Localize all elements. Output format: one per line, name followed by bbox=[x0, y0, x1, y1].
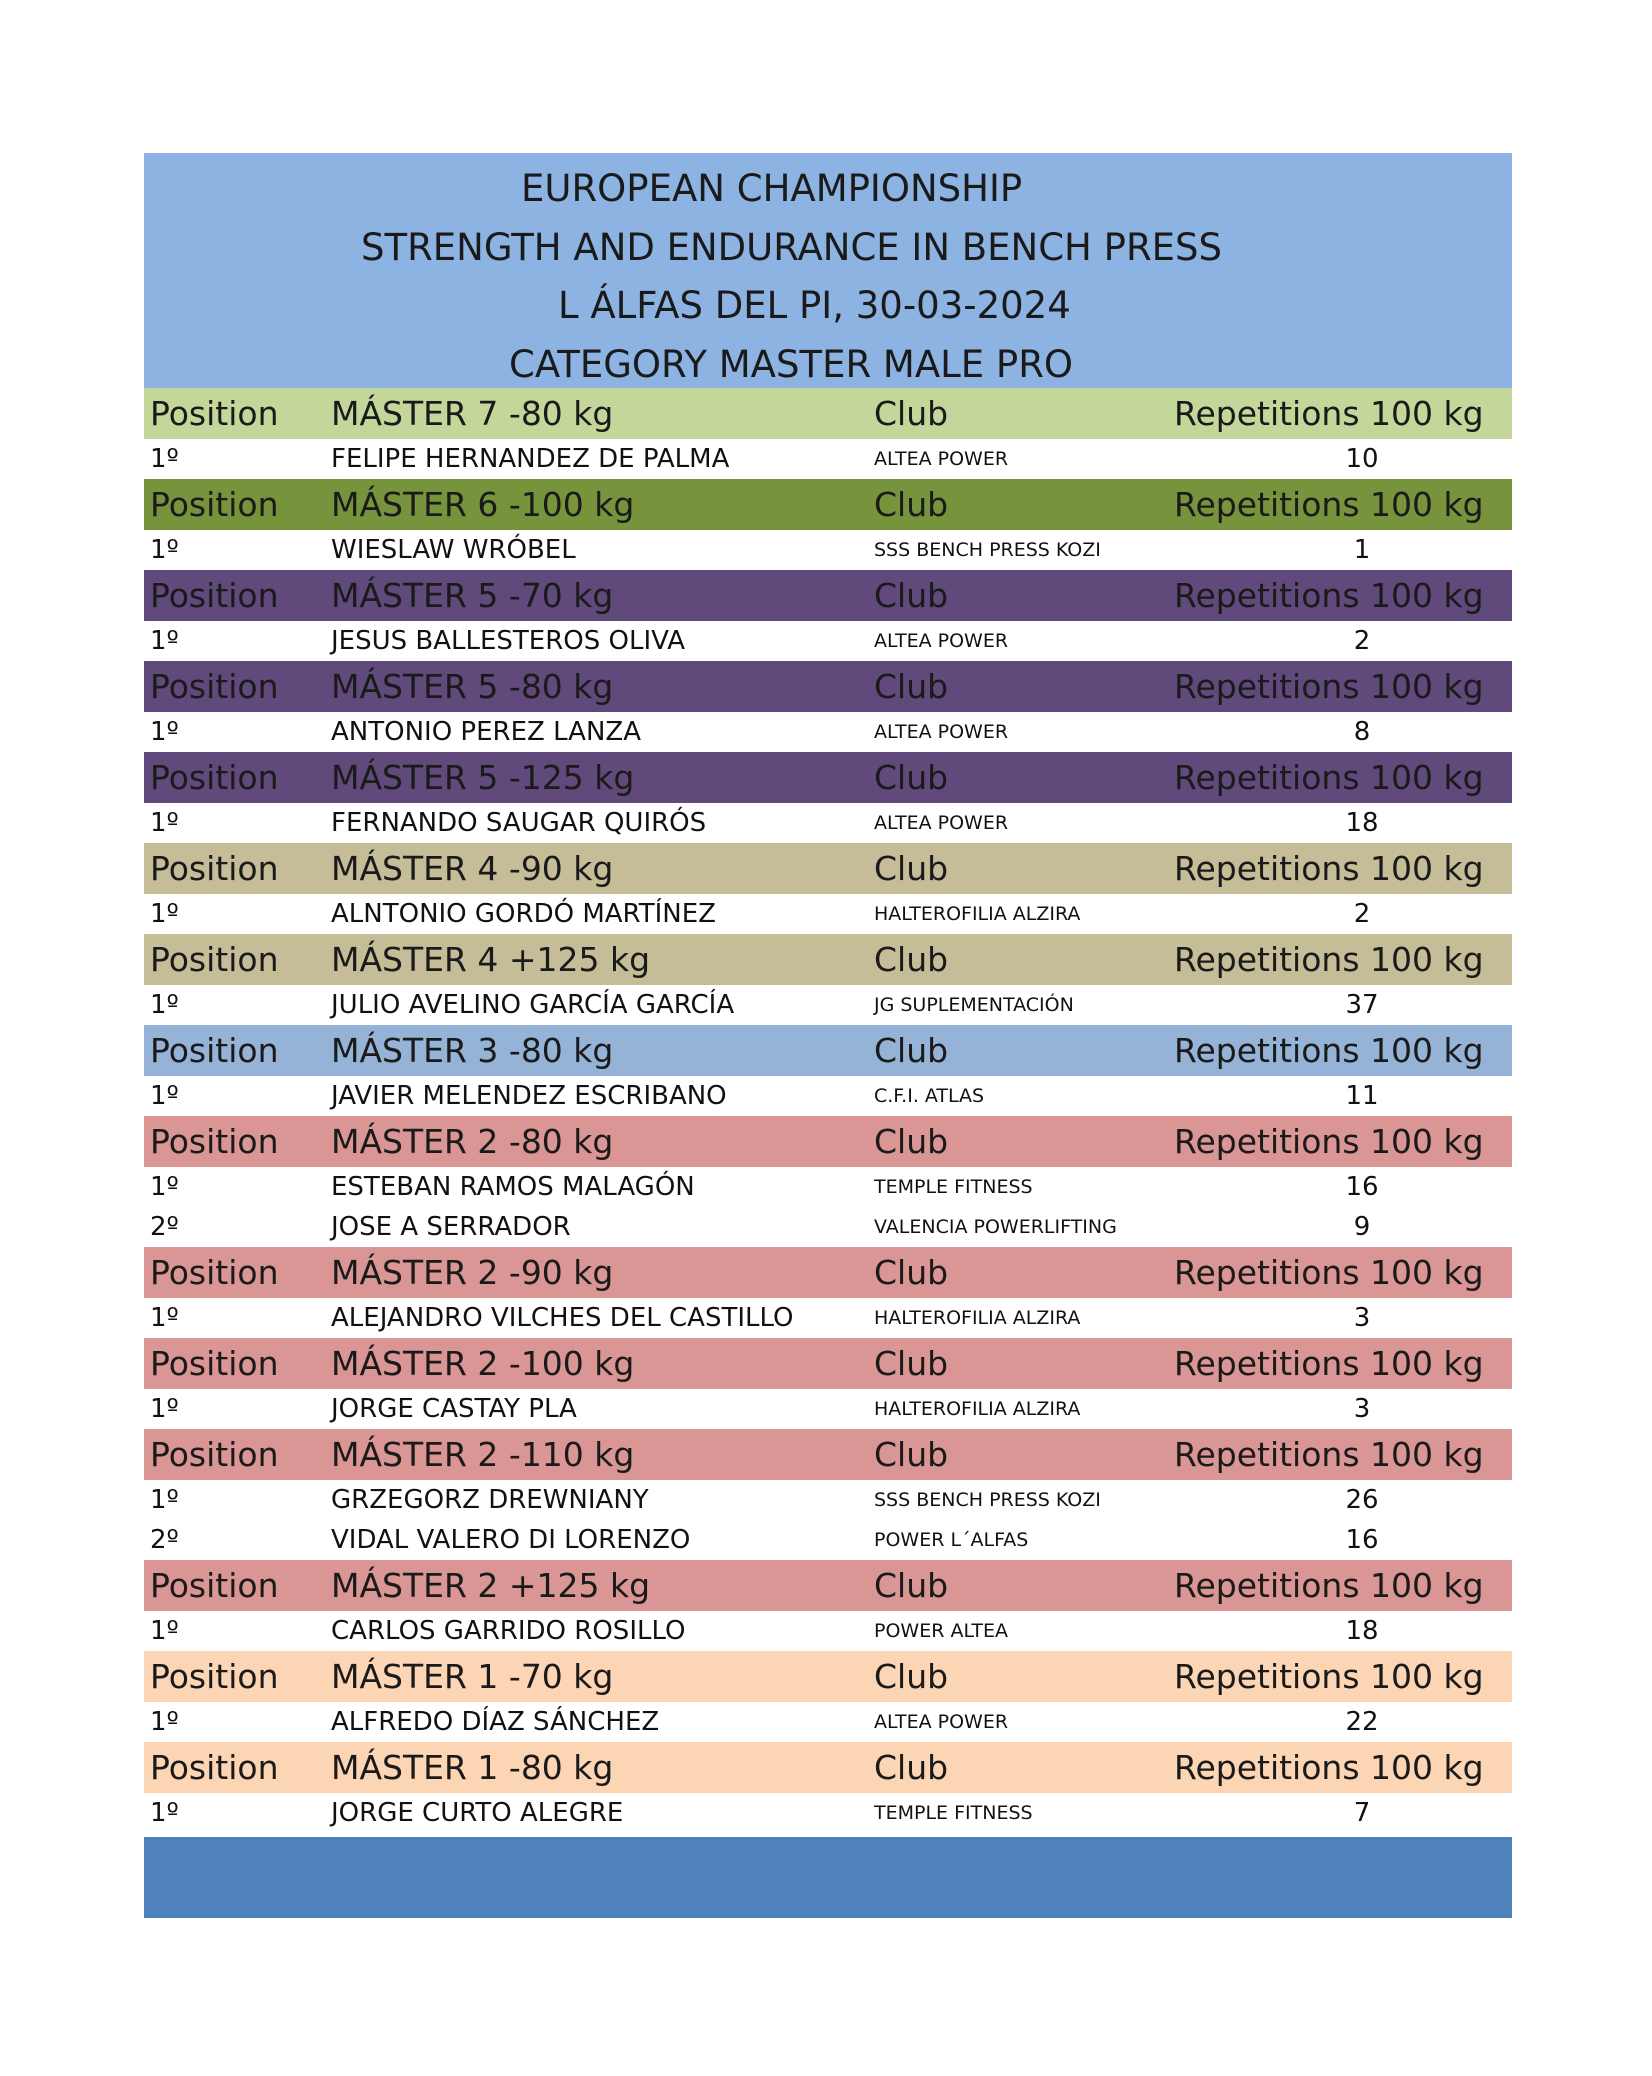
repetitions-value: 3 bbox=[1353, 1394, 1371, 1424]
athlete-name: ALFREDO DÍAZ SÁNCHEZ bbox=[331, 1707, 660, 1737]
club-name: ALTEA POWER bbox=[874, 448, 1009, 470]
club-name: ALTEA POWER bbox=[874, 630, 1009, 652]
athlete-name: CARLOS GARRIDO ROSILLO bbox=[331, 1616, 686, 1646]
repetitions-value: 2 bbox=[1353, 626, 1371, 656]
athlete-name: FELIPE HERNANDEZ DE PALMA bbox=[331, 444, 730, 474]
club-name: SSS BENCH PRESS KOZI bbox=[874, 1489, 1101, 1511]
event-location-date: L ÁLFAS DEL PI, 30-03-2024 bbox=[558, 284, 1071, 327]
club-column-header: Club bbox=[874, 1344, 949, 1383]
title-block bbox=[144, 153, 1512, 388]
athlete-name: ANTONIO PEREZ LANZA bbox=[331, 717, 642, 747]
category-header bbox=[144, 1742, 1512, 1793]
club-column-header: Club bbox=[874, 1748, 949, 1787]
repetitions-value: 18 bbox=[1345, 1616, 1379, 1646]
result-row bbox=[144, 1167, 1512, 1207]
position-column-header: Position bbox=[150, 1657, 279, 1696]
category-name: MÁSTER 4 +125 kg bbox=[331, 940, 651, 979]
place: 1º bbox=[150, 626, 179, 656]
athlete-name: JORGE CURTO ALEGRE bbox=[331, 1798, 624, 1828]
result-row bbox=[144, 1702, 1512, 1742]
club-name: HALTEROFILIA ALZIRA bbox=[874, 1398, 1081, 1420]
result-row bbox=[144, 1480, 1512, 1520]
category-name: MÁSTER 6 -100 kg bbox=[331, 485, 635, 524]
category-header bbox=[144, 1338, 1512, 1389]
athlete-name: ESTEBAN RAMOS MALAGÓN bbox=[331, 1172, 695, 1202]
position-column-header: Position bbox=[150, 849, 279, 888]
result-row bbox=[144, 985, 1512, 1025]
club-column-header: Club bbox=[874, 849, 949, 888]
place: 1º bbox=[150, 1616, 179, 1646]
repetitions-value: 7 bbox=[1353, 1798, 1371, 1828]
repetitions-column-header: Repetitions 100 kg bbox=[1174, 1748, 1484, 1787]
club-name: VALENCIA POWERLIFTING bbox=[874, 1216, 1117, 1238]
athlete-name: JULIO AVELINO GARCÍA GARCÍA bbox=[331, 990, 735, 1020]
club-name: C.F.I. ATLAS bbox=[874, 1085, 985, 1107]
club-name: HALTEROFILIA ALZIRA bbox=[874, 903, 1081, 925]
repetitions-value: 18 bbox=[1345, 808, 1379, 838]
category-name: MÁSTER 4 -90 kg bbox=[331, 849, 614, 888]
category-name: MÁSTER 5 -80 kg bbox=[331, 667, 614, 706]
repetitions-column-header: Repetitions 100 kg bbox=[1174, 849, 1484, 888]
repetitions-column-header: Repetitions 100 kg bbox=[1174, 485, 1484, 524]
place: 1º bbox=[150, 717, 179, 747]
position-column-header: Position bbox=[150, 1344, 279, 1383]
category-name: MÁSTER 1 -80 kg bbox=[331, 1748, 614, 1787]
club-column-header: Club bbox=[874, 758, 949, 797]
athlete-name: JESUS BALLESTEROS OLIVA bbox=[331, 626, 686, 656]
result-row bbox=[144, 1389, 1512, 1429]
club-column-header: Club bbox=[874, 1122, 949, 1161]
repetitions-value: 10 bbox=[1345, 444, 1379, 474]
place: 1º bbox=[150, 808, 179, 838]
place: 1º bbox=[150, 1798, 179, 1828]
athlete-name: VIDAL VALERO DI LORENZO bbox=[331, 1525, 691, 1555]
repetitions-value: 22 bbox=[1345, 1707, 1379, 1737]
event-subtitle: STRENGTH AND ENDURANCE IN BENCH PRESS bbox=[361, 225, 1223, 269]
result-row bbox=[144, 530, 1512, 570]
position-column-header: Position bbox=[150, 758, 279, 797]
repetitions-value: 9 bbox=[1353, 1212, 1371, 1242]
repetitions-value: 26 bbox=[1345, 1485, 1379, 1515]
place: 1º bbox=[150, 1394, 179, 1424]
repetitions-column-header: Repetitions 100 kg bbox=[1174, 1435, 1484, 1474]
category-header bbox=[144, 1651, 1512, 1702]
repetitions-value: 3 bbox=[1353, 1303, 1371, 1333]
place: 1º bbox=[150, 1303, 179, 1333]
place: 1º bbox=[150, 1707, 179, 1737]
club-name: SSS BENCH PRESS KOZI bbox=[874, 539, 1101, 561]
club-column-header: Club bbox=[874, 394, 949, 433]
club-name: TEMPLE FITNESS bbox=[874, 1802, 1033, 1824]
position-column-header: Position bbox=[150, 1031, 279, 1070]
category-header bbox=[144, 1025, 1512, 1076]
category-name: MÁSTER 5 -70 kg bbox=[331, 576, 614, 615]
club-name: POWER ALTEA bbox=[874, 1620, 1009, 1642]
position-column-header: Position bbox=[150, 576, 279, 615]
athlete-name: ALEJANDRO VILCHES DEL CASTILLO bbox=[331, 1303, 794, 1333]
result-row bbox=[144, 1611, 1512, 1651]
repetitions-column-header: Repetitions 100 kg bbox=[1174, 576, 1484, 615]
club-name: JG SUPLEMENTACIÓN bbox=[874, 994, 1074, 1016]
category-header bbox=[144, 479, 1512, 530]
result-row bbox=[144, 1520, 1512, 1560]
athlete-name: JORGE CASTAY PLA bbox=[331, 1394, 577, 1424]
place: 2º bbox=[150, 1525, 179, 1555]
club-column-header: Club bbox=[874, 667, 949, 706]
club-name: ALTEA POWER bbox=[874, 721, 1009, 743]
repetitions-column-header: Repetitions 100 kg bbox=[1174, 1253, 1484, 1292]
club-column-header: Club bbox=[874, 485, 949, 524]
category-header bbox=[144, 1429, 1512, 1480]
athlete-name: GRZEGORZ DREWNIANY bbox=[331, 1485, 649, 1515]
position-column-header: Position bbox=[150, 1253, 279, 1292]
club-name: ALTEA POWER bbox=[874, 1711, 1009, 1733]
place: 1º bbox=[150, 990, 179, 1020]
repetitions-value: 1 bbox=[1353, 535, 1371, 565]
club-column-header: Club bbox=[874, 1657, 949, 1696]
repetitions-column-header: Repetitions 100 kg bbox=[1174, 1657, 1484, 1696]
position-column-header: Position bbox=[150, 940, 279, 979]
result-row bbox=[144, 1076, 1512, 1116]
category-name: MÁSTER 2 -80 kg bbox=[331, 1122, 614, 1161]
category-name: MÁSTER 2 -90 kg bbox=[331, 1253, 614, 1292]
repetitions-column-header: Repetitions 100 kg bbox=[1174, 1122, 1484, 1161]
position-column-header: Position bbox=[150, 1566, 279, 1605]
category-header bbox=[144, 1247, 1512, 1298]
category-header bbox=[144, 1560, 1512, 1611]
results-table bbox=[144, 388, 1512, 1833]
club-column-header: Club bbox=[874, 940, 949, 979]
category-title: CATEGORY MASTER MALE PRO bbox=[509, 342, 1074, 386]
place: 1º bbox=[150, 899, 179, 929]
result-row bbox=[144, 1298, 1512, 1338]
repetitions-value: 11 bbox=[1345, 1081, 1379, 1111]
place: 1º bbox=[150, 535, 179, 565]
repetitions-column-header: Repetitions 100 kg bbox=[1174, 758, 1484, 797]
repetitions-column-header: Repetitions 100 kg bbox=[1174, 667, 1484, 706]
repetitions-column-header: Repetitions 100 kg bbox=[1174, 1031, 1484, 1070]
club-column-header: Club bbox=[874, 576, 949, 615]
place: 1º bbox=[150, 1172, 179, 1202]
category-name: MÁSTER 3 -80 kg bbox=[331, 1031, 614, 1070]
repetitions-column-header: Repetitions 100 kg bbox=[1174, 1344, 1484, 1383]
repetitions-value: 8 bbox=[1353, 717, 1371, 747]
athlete-name: JOSE A SERRADOR bbox=[331, 1212, 571, 1242]
result-row bbox=[144, 1793, 1512, 1833]
athlete-name: WIESLAW WRÓBEL bbox=[331, 535, 576, 565]
club-name: ALTEA POWER bbox=[874, 812, 1009, 834]
repetitions-column-header: Repetitions 100 kg bbox=[1174, 394, 1484, 433]
club-name: HALTEROFILIA ALZIRA bbox=[874, 1307, 1081, 1329]
position-column-header: Position bbox=[150, 1748, 279, 1787]
place: 1º bbox=[150, 1081, 179, 1111]
championship-title: EUROPEAN CHAMPIONSHIP bbox=[521, 167, 1023, 210]
position-column-header: Position bbox=[150, 485, 279, 524]
athlete-name: FERNANDO SAUGAR QUIRÓS bbox=[331, 808, 707, 838]
category-header bbox=[144, 388, 1512, 439]
position-column-header: Position bbox=[150, 667, 279, 706]
category-name: MÁSTER 2 -110 kg bbox=[331, 1435, 635, 1474]
club-column-header: Club bbox=[874, 1566, 949, 1605]
category-name: MÁSTER 5 -125 kg bbox=[331, 758, 635, 797]
athlete-name: JAVIER MELENDEZ ESCRIBANO bbox=[331, 1081, 727, 1111]
category-header bbox=[144, 843, 1512, 894]
repetitions-value: 37 bbox=[1345, 990, 1379, 1020]
athlete-name: ALNTONIO GORDÓ MARTÍNEZ bbox=[331, 899, 716, 929]
place: 1º bbox=[150, 444, 179, 474]
position-column-header: Position bbox=[150, 1122, 279, 1161]
category-name: MÁSTER 2 -100 kg bbox=[331, 1344, 635, 1383]
repetitions-value: 2 bbox=[1353, 899, 1371, 929]
result-row bbox=[144, 894, 1512, 934]
repetitions-column-header: Repetitions 100 kg bbox=[1174, 940, 1484, 979]
result-row bbox=[144, 439, 1512, 479]
result-row bbox=[144, 1207, 1512, 1247]
result-row bbox=[144, 803, 1512, 843]
repetitions-value: 16 bbox=[1345, 1525, 1379, 1555]
category-name: MÁSTER 7 -80 kg bbox=[331, 394, 614, 433]
footer-bar bbox=[144, 1837, 1512, 1918]
category-header bbox=[144, 570, 1512, 621]
category-header bbox=[144, 1116, 1512, 1167]
position-column-header: Position bbox=[150, 1435, 279, 1474]
club-name: TEMPLE FITNESS bbox=[874, 1176, 1033, 1198]
club-column-header: Club bbox=[874, 1435, 949, 1474]
category-header bbox=[144, 752, 1512, 803]
result-row bbox=[144, 621, 1512, 661]
club-column-header: Club bbox=[874, 1253, 949, 1292]
results-sheet bbox=[144, 153, 1512, 1918]
club-column-header: Club bbox=[874, 1031, 949, 1070]
category-name: MÁSTER 2 +125 kg bbox=[331, 1566, 651, 1605]
result-row bbox=[144, 712, 1512, 752]
place: 2º bbox=[150, 1212, 179, 1242]
club-name: POWER L´ALFAS bbox=[874, 1529, 1029, 1551]
repetitions-column-header: Repetitions 100 kg bbox=[1174, 1566, 1484, 1605]
category-header bbox=[144, 934, 1512, 985]
repetitions-value: 16 bbox=[1345, 1172, 1379, 1202]
position-column-header: Position bbox=[150, 394, 279, 433]
category-name: MÁSTER 1 -70 kg bbox=[331, 1657, 614, 1696]
category-header bbox=[144, 661, 1512, 712]
place: 1º bbox=[150, 1485, 179, 1515]
